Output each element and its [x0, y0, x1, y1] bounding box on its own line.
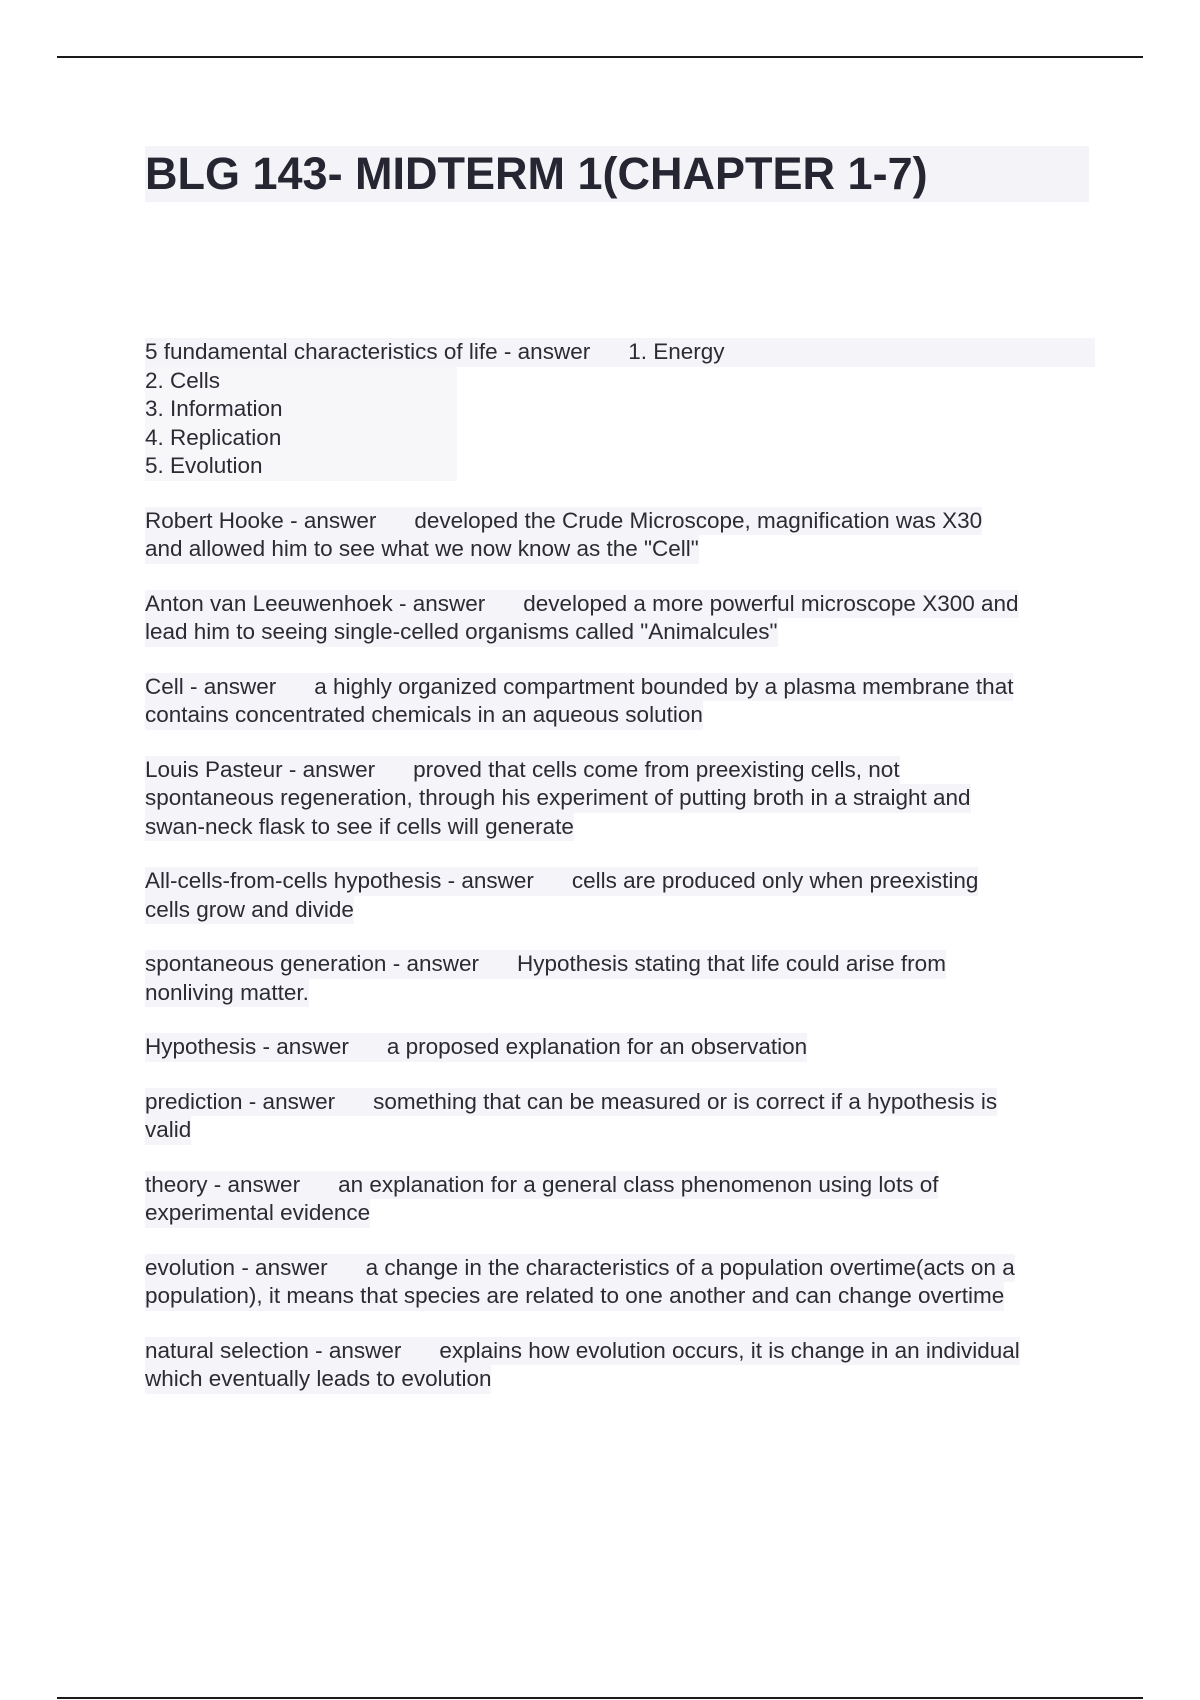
- flashcard-term: natural selection - answer: [145, 1337, 402, 1363]
- flashcard-answer-line: contains concentrated chemicals in an aqueous solution: [145, 701, 1095, 730]
- flashcard-term: spontaneous generation - answer: [145, 951, 479, 976]
- flashcard: [145, 1337, 1095, 1394]
- flashcard-first-line: [145, 950, 1095, 979]
- flashcard-answer-line: which eventually leads to evolution: [145, 1365, 1095, 1394]
- flashcard-answer-line: an explanation for a general class phenomenon using lots of: [338, 1171, 939, 1197]
- flashcard-term: theory - answer: [145, 1171, 301, 1197]
- flashcard-answer-line: developed a more powerful microscope X300 and: [523, 590, 1019, 616]
- flashcard: [145, 756, 1095, 842]
- flashcard-answer-line: 5. Evolution: [145, 452, 457, 481]
- flashcard: [145, 590, 1095, 647]
- flashcard-first-line: [145, 673, 1095, 702]
- flashcard-answer-line: swan-neck flask to see if cells will generate: [145, 813, 1095, 842]
- flashcard-first-line: [145, 590, 1095, 619]
- flashcard: [145, 338, 1095, 481]
- flashcard-answer-line: 2. Cells: [145, 367, 457, 396]
- flashcard: [145, 1254, 1095, 1311]
- flashcard-first-line: [145, 1337, 1095, 1366]
- top-rule: [57, 56, 1143, 58]
- flashcard-term: prediction - answer: [145, 1088, 336, 1114]
- flashcard-term: Robert Hooke - answer: [145, 507, 377, 533]
- flashcard-first-line: [145, 507, 1095, 536]
- flashcard-answer-line: lead him to seeing single-celled organisms called "Animalcules": [145, 618, 1095, 647]
- flashcard-term: evolution - answer: [145, 1254, 328, 1280]
- flashcard-list: [145, 338, 1095, 1420]
- flashcard-answer-line: proved that cells come from preexisting cells, not: [413, 756, 900, 782]
- flashcard-answer-line: 3. Information: [145, 395, 457, 424]
- flashcard-answer-line: experimental evidence: [145, 1199, 1095, 1228]
- flashcard-answer-line: a proposed explanation for an observation: [386, 1034, 808, 1059]
- flashcard: [145, 673, 1095, 730]
- flashcard-answer-line: Hypothesis stating that life could arise from: [516, 951, 946, 976]
- flashcard-answer-line: valid: [145, 1116, 1095, 1145]
- flashcard: [145, 1088, 1095, 1145]
- flashcard-term: Louis Pasteur - answer: [145, 756, 376, 782]
- flashcard-answer-line: and allowed him to see what we now know as the "Cell": [145, 535, 1095, 564]
- flashcard-answer-line: nonliving matter.: [145, 979, 1095, 1008]
- flashcard-first-line: [145, 1254, 1095, 1283]
- flashcard-answer-line: something that can be measured or is correct if a hypothesis is: [373, 1088, 998, 1114]
- flashcard-term: All-cells-from-cells hypothesis - answer: [145, 868, 534, 893]
- flashcard-first-line: [145, 867, 1095, 896]
- flashcard-first-line: [145, 756, 1095, 785]
- flashcard: [145, 867, 1095, 924]
- flashcard-answer-line: spontaneous regeneration, through his experiment of putting broth in a straight and: [145, 784, 1095, 813]
- flashcard-answer-line: cells grow and divide: [145, 896, 1095, 925]
- bottom-rule: [57, 1697, 1143, 1699]
- flashcard-answer-line: 1. Energy: [628, 339, 725, 364]
- flashcard: [145, 950, 1095, 1007]
- flashcard-term: Cell - answer: [145, 673, 277, 699]
- flashcard-answer-line: developed the Crude Microscope, magnification was X30: [414, 507, 983, 533]
- flashcard-first-line: [145, 1088, 1095, 1117]
- flashcard-answer-line: population), it means that species are related to one another and can change overtime: [145, 1282, 1095, 1311]
- flashcard-answer-line: a change in the characteristics of a population overtime(acts on a: [365, 1254, 1015, 1280]
- flashcard-term: Hypothesis - answer: [145, 1034, 349, 1059]
- flashcard-first-line: [145, 338, 1095, 367]
- flashcard-first-line: [145, 1033, 1095, 1062]
- flashcard-answer-line: a highly organized compartment bounded by a plasma membrane that: [314, 673, 1014, 699]
- flashcard-term: Anton van Leeuwenhoek - answer: [145, 590, 486, 616]
- flashcard: [145, 1171, 1095, 1228]
- flashcard-answer-line: explains how evolution occurs, it is change in an individual: [439, 1337, 1020, 1363]
- flashcard: [145, 507, 1095, 564]
- flashcard-answer-line: cells are produced only when preexisting: [571, 868, 979, 893]
- flashcard-term: 5 fundamental characteristics of life - answer: [145, 339, 591, 364]
- page-title: BLG 143- MIDTERM 1(CHAPTER 1-7): [145, 148, 928, 199]
- flashcard-answer-line: 4. Replication: [145, 424, 457, 453]
- flashcard-first-line: [145, 1171, 1095, 1200]
- flashcard: [145, 1033, 1095, 1062]
